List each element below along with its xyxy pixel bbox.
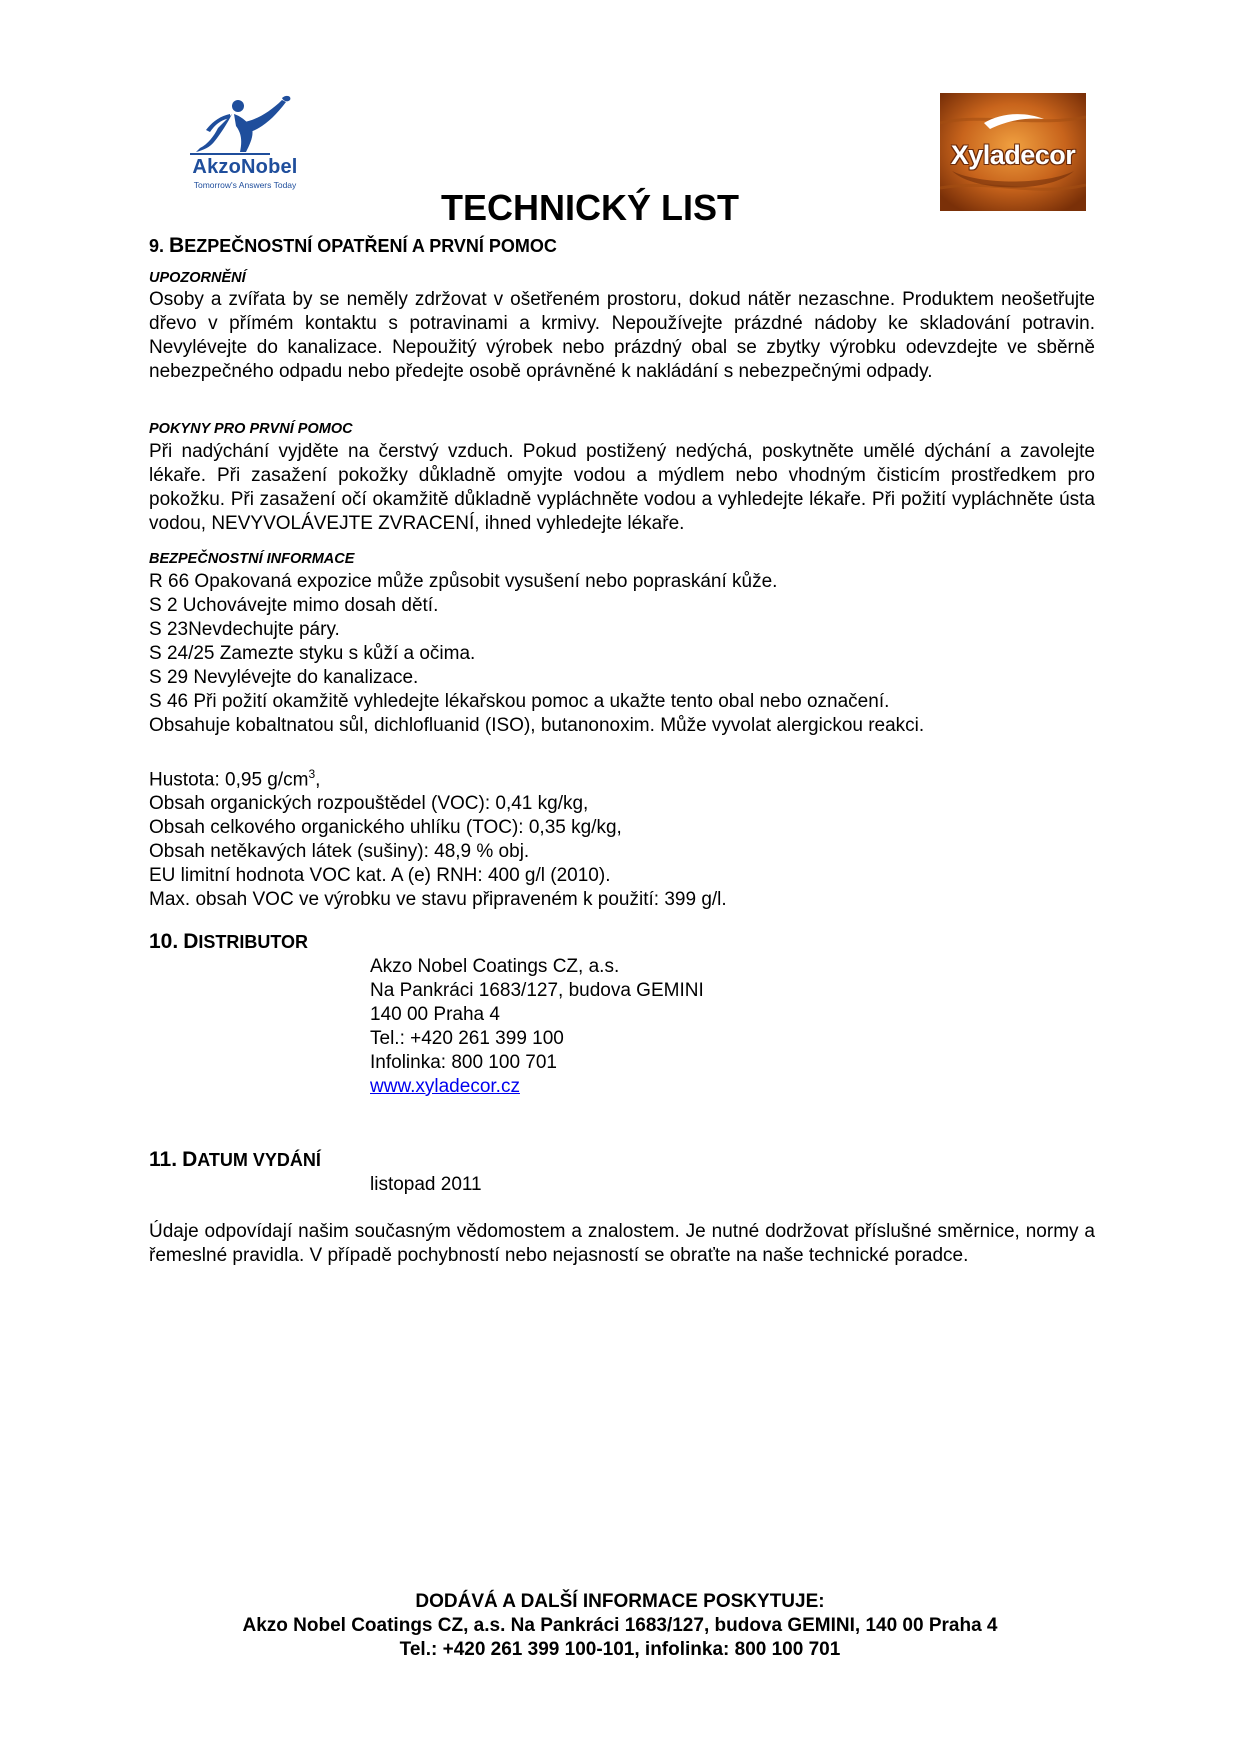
section-9-title-rest: EZPEČNOSTNÍ OPATŘENÍ A PRVNÍ POMOC — [184, 236, 557, 256]
section-11-heading — [149, 1148, 321, 1172]
warning-heading: UPOZORNĚNÍ — [149, 270, 246, 286]
density-exponent: 3 — [308, 767, 316, 781]
akzonobel-tagline: Tomorrow's Answers Today — [193, 180, 297, 190]
safety-line: S 2 Uchovávejte mimo dosah dětí. — [149, 595, 439, 616]
section-9-heading — [149, 234, 557, 258]
distributor-line: 140 00 Praha 4 — [370, 1004, 500, 1025]
section-11-number: 11. — [149, 1148, 178, 1171]
footer-line-3: Tel.: +420 261 399 100-101, infolinka: 800 100 701 — [399, 1639, 841, 1660]
akzonobel-wordmark: AkzoNobel — [192, 156, 298, 178]
footer-line-2: Akzo Nobel Coatings CZ, a.s. Na Pankráci 1683/127, budova GEMINI, 140 00 Praha 4 — [242, 1615, 998, 1636]
akzonobel-figure-icon — [170, 92, 320, 162]
footer-line-1: DODÁVÁ A DALŠÍ INFORMACE POSKYTUJE: — [415, 1591, 825, 1612]
warning-text: Osoby a zvířata by se neměly zdržovat v ošetřeném prostoru, dokud nátěr nezaschne. Produktem neošetřujte dřevo v přímém kontaktu s potravinami a krmivy. Nepoužívejte prázdné nádoby ke skladování potravin. Nevylévejte do kanalizace. Nepoužitý výrobek nebo prázdný obal se zbytky výrobku odevzdejte ve sběrně nebezpečného odpadu nebo předejte osobě oprávněné k nakládání s nebezpečnými odpady. — [149, 289, 1095, 382]
website-link[interactable]: www.xyladecor.cz — [370, 1076, 520, 1097]
property-line: Obsah netěkavých látek (sušiny): 48,9 % obj. — [149, 841, 530, 863]
property-line: Max. obsah VOC ve výrobku ve stavu připraveném k použití: 399 g/l. — [149, 889, 727, 911]
safety-info-heading: BEZPEČNOSTNÍ INFORMACE — [149, 551, 355, 567]
distributor-line: Na Pankráci 1683/127, budova GEMINI — [370, 980, 704, 1001]
first-aid-text: Při nadýchání vyjděte na čerstvý vzduch. Pokud postižený nedýchá, poskytněte umělé dýchání a zavolejte lékaře. Při zasažení pokožky důkladně omyjte vodou a mýdlem nebo vhodným čisticím prostředkem pro pokožku. Při zasažení očí okamžitě důkladně vypláchněte vodou a vyhledejte lékaře. Při požití vypláchněte ústa vodou, NEVYVOLÁVEJTE ZVRACENÍ, ihned vyhledejte lékaře. — [149, 441, 1095, 534]
section-10-title-rest: ISTRIBUTOR — [198, 932, 309, 952]
density-text: Hustota: 0,95 g/cm — [149, 769, 309, 791]
section-10-heading — [149, 930, 308, 954]
disclaimer-note: Údaje odpovídají našim současným vědomostem a znalostem. Je nutné dodržovat příslušné směrnice, normy a řemeslné pravidla. V případě pochybností nebo nejasností se obraťte na naše technické poradce. — [149, 1221, 1095, 1266]
density-line — [149, 762, 727, 792]
section-10-number: 10. — [149, 930, 179, 953]
safety-line: Obsahuje kobaltnatou sůl, dichlofluanid (ISO), butanonoxim. Může vyvolat alergickou reakci. — [149, 715, 925, 736]
issue-date: listopad 2011 — [370, 1174, 482, 1195]
page-footer — [0, 1590, 1240, 1662]
distributor-line: Infolinka: 800 100 701 — [370, 1052, 557, 1073]
safety-line: R 66 Opakovaná expozice může způsobit vysušení nebo popraskání kůže. — [149, 571, 778, 592]
first-aid-heading: POKYNY PRO PRVNÍ POMOC — [149, 421, 353, 437]
density-suffix: , — [315, 769, 321, 791]
distributor-address — [370, 955, 704, 1099]
safety-line: S 46 Při požití okamžitě vyhledejte lékařskou pomoc a ukažte tento obal nebo označení. — [149, 691, 890, 712]
section-9-title-initial: B — [169, 234, 185, 257]
section-9-number: 9. — [149, 236, 165, 256]
safety-line: S 24/25 Zamezte styku s kůží a očima. — [149, 643, 476, 664]
safety-line: S 29 Nevylévejte do kanalizace. — [149, 667, 419, 688]
xyladecor-wordmark: Xyladecor — [950, 140, 1076, 170]
distributor-line: Akzo Nobel Coatings CZ, a.s. — [370, 956, 620, 977]
section-10-title-initial: D — [183, 930, 199, 953]
product-properties — [149, 762, 727, 912]
property-line: Obsah organických rozpouštědel (VOC): 0,41 kg/kg, — [149, 793, 589, 815]
distributor-line: Tel.: +420 261 399 100 — [370, 1028, 564, 1049]
section-11-title-initial: D — [182, 1148, 198, 1171]
page-title: TECHNICKÝ LIST — [440, 187, 739, 228]
property-line: Obsah celkového organického uhlíku (TOC): 0,35 kg/kg, — [149, 817, 622, 839]
safety-line: S 23Nevdechujte páry. — [149, 619, 340, 640]
safety-info-list — [149, 570, 924, 738]
section-11-title-rest: ATUM VYDÁNÍ — [197, 1150, 321, 1170]
property-line: EU limitní hodnota VOC kat. A (e) RNH: 400 g/l (2010). — [149, 865, 611, 887]
